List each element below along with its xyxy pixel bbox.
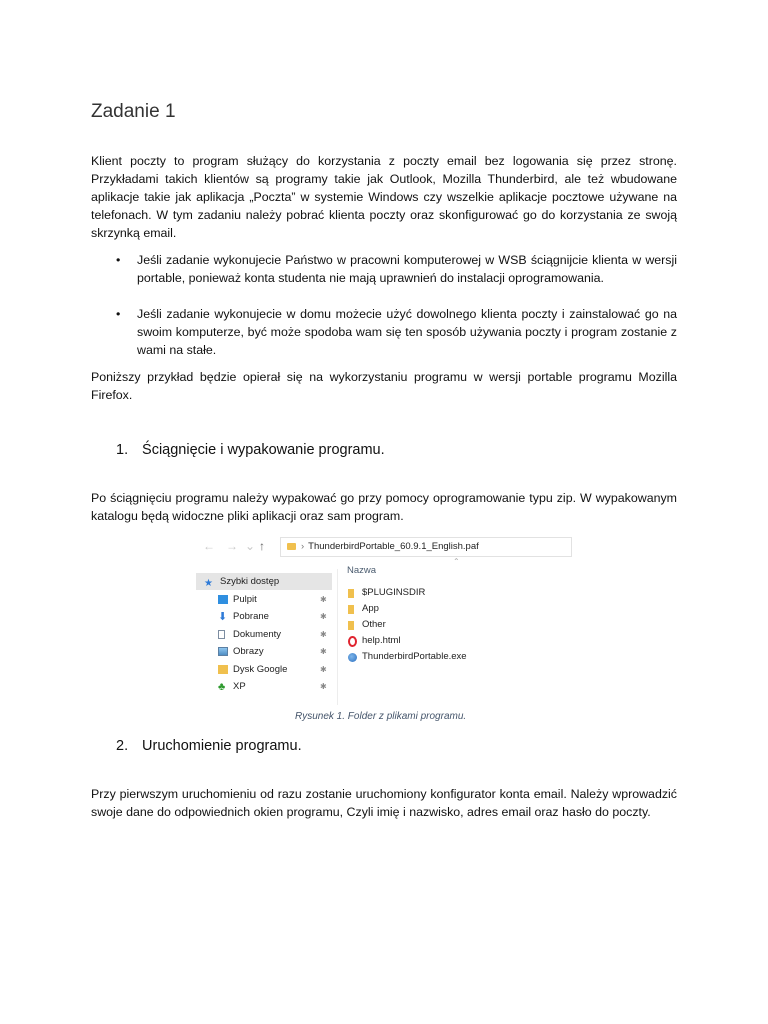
nav-item-xp [196, 678, 332, 695]
section-heading [116, 738, 302, 754]
pin-icon: ✱ [320, 630, 327, 639]
pin-icon: ✱ [320, 665, 327, 674]
example-note: Poniższy przykład będzie opierał się na wykorzystaniu programu w wersji portable programu Mozilla Firefox. [91, 370, 677, 402]
section-paragraph: Po ściągnięciu programu należy wypakować go przy pomocy oprogramowanie typu zip. W wypakowanym katalogu będą widoczne pliki aplikacji oraz sam program. [91, 491, 677, 523]
nav-item-google-drive [196, 661, 332, 678]
pin-icon: ✱ [320, 595, 327, 604]
up-arrow-icon: ↑ [259, 539, 265, 553]
sort-caret-icon: ⌃ [453, 557, 460, 566]
figure-caption: Rysunek 1. Folder z plikami programu. [295, 711, 467, 722]
bullet-icon: • [116, 307, 121, 321]
path-field [280, 537, 572, 557]
pane-divider [337, 569, 338, 705]
pin-icon: ✱ [320, 647, 327, 656]
desktop-icon [218, 595, 228, 604]
chevron-down-icon: ⌄ [245, 539, 256, 553]
file-name: help.html [362, 635, 401, 646]
pin-icon: ✱ [320, 612, 327, 621]
section-number: 1. [116, 442, 129, 458]
address-bar [196, 535, 572, 559]
section-paragraph: Przy pierwszym uruchomieniu od razu zostanie uruchomiony konfigurator konta email. Należy wprowadzić swoje dane do odpowiednich okien programu, Czyli imię i nazwisko, adres email oraz hasło do poczty. [91, 787, 677, 819]
nav-item-documents [196, 626, 332, 643]
bullet-text: Jeśli zadanie wykonujecie w domu możecie użyć dowolnego klienta poczty i zainstalować go na swoim komputerze, być może spodoba wam się ten sposób używania poczty i program zostanie z wami na stałe. [137, 307, 677, 357]
opera-icon [348, 636, 357, 647]
chevron-right-icon: › [301, 541, 305, 552]
column-header-name: Nazwa [347, 565, 377, 576]
forward-arrow-icon: → [226, 539, 238, 553]
section-title: Ściągnięcie i wypakowanie programu. [142, 442, 385, 458]
folder-icon [348, 589, 354, 598]
pictures-icon [218, 647, 228, 656]
nav-item-pictures [196, 643, 332, 660]
nav-item-label: Pobrane [233, 611, 269, 622]
nav-item-label: Szybki dostęp [220, 576, 280, 587]
file-name: Other [362, 619, 386, 630]
nav-item-label: Dokumenty [233, 629, 282, 640]
folder-icon [218, 665, 228, 674]
bullet-text: Jeśli zadanie wykonujecie Państwo w pracowni komputerowej w WSB ściągnijcie klienta w wersji portable, ponieważ konta studenta nie mają uprawnień do instalacji oprogramowania. [137, 253, 677, 285]
bullet-icon: • [116, 253, 121, 267]
thunderbird-icon [348, 653, 357, 662]
section-heading [116, 442, 385, 458]
intro-paragraph: Klient poczty to program służący do korzystania z poczty email bez logowania się przez stronę. Przykładami takich klientów są programy takie jak Outlook, Mozilla Thunderbird, ale też wbudowane aplikacje takie jak aplikacja „Poczta” w systemie Windows czy wszelkie aplikacje pocztowe używane na telefonach. W tym zadaniu należy pobrać klienta poczty oraz skonfigurować go do korzystania ze swoją skrzynką email. [91, 154, 677, 240]
tree-icon: ♣ [218, 681, 226, 693]
bullet-item [116, 251, 677, 287]
folder-icon [348, 621, 354, 630]
file-name: ThunderbirdPortable.exe [362, 651, 467, 662]
file-name: App [362, 603, 379, 614]
section-number: 2. [116, 738, 129, 754]
bullet-item [116, 305, 677, 359]
document-icon [218, 630, 225, 639]
file-explorer-screenshot [196, 535, 572, 705]
path-text: ThunderbirdPortable_60.9.1_English.paf [308, 541, 479, 552]
nav-item-desktop [196, 591, 332, 608]
star-icon: ★ [204, 578, 213, 589]
download-icon: ⬇ [218, 611, 228, 623]
nav-item-quick-access [196, 573, 332, 590]
pin-icon: ✱ [320, 682, 327, 691]
back-arrow-icon: ← [203, 539, 215, 553]
nav-item-label: Pulpit [233, 594, 257, 605]
nav-item-label: Obrazy [233, 646, 264, 657]
file-name: $PLUGINSDIR [362, 587, 426, 598]
nav-item-label: XP [233, 681, 246, 692]
folder-icon [287, 543, 296, 550]
folder-icon [348, 605, 354, 614]
document-title: Zadanie 1 [91, 101, 176, 122]
nav-item-label: Dysk Google [233, 664, 288, 675]
navigation-pane [196, 569, 332, 705]
nav-item-downloads [196, 608, 332, 625]
section-title: Uruchomienie programu. [142, 738, 302, 754]
